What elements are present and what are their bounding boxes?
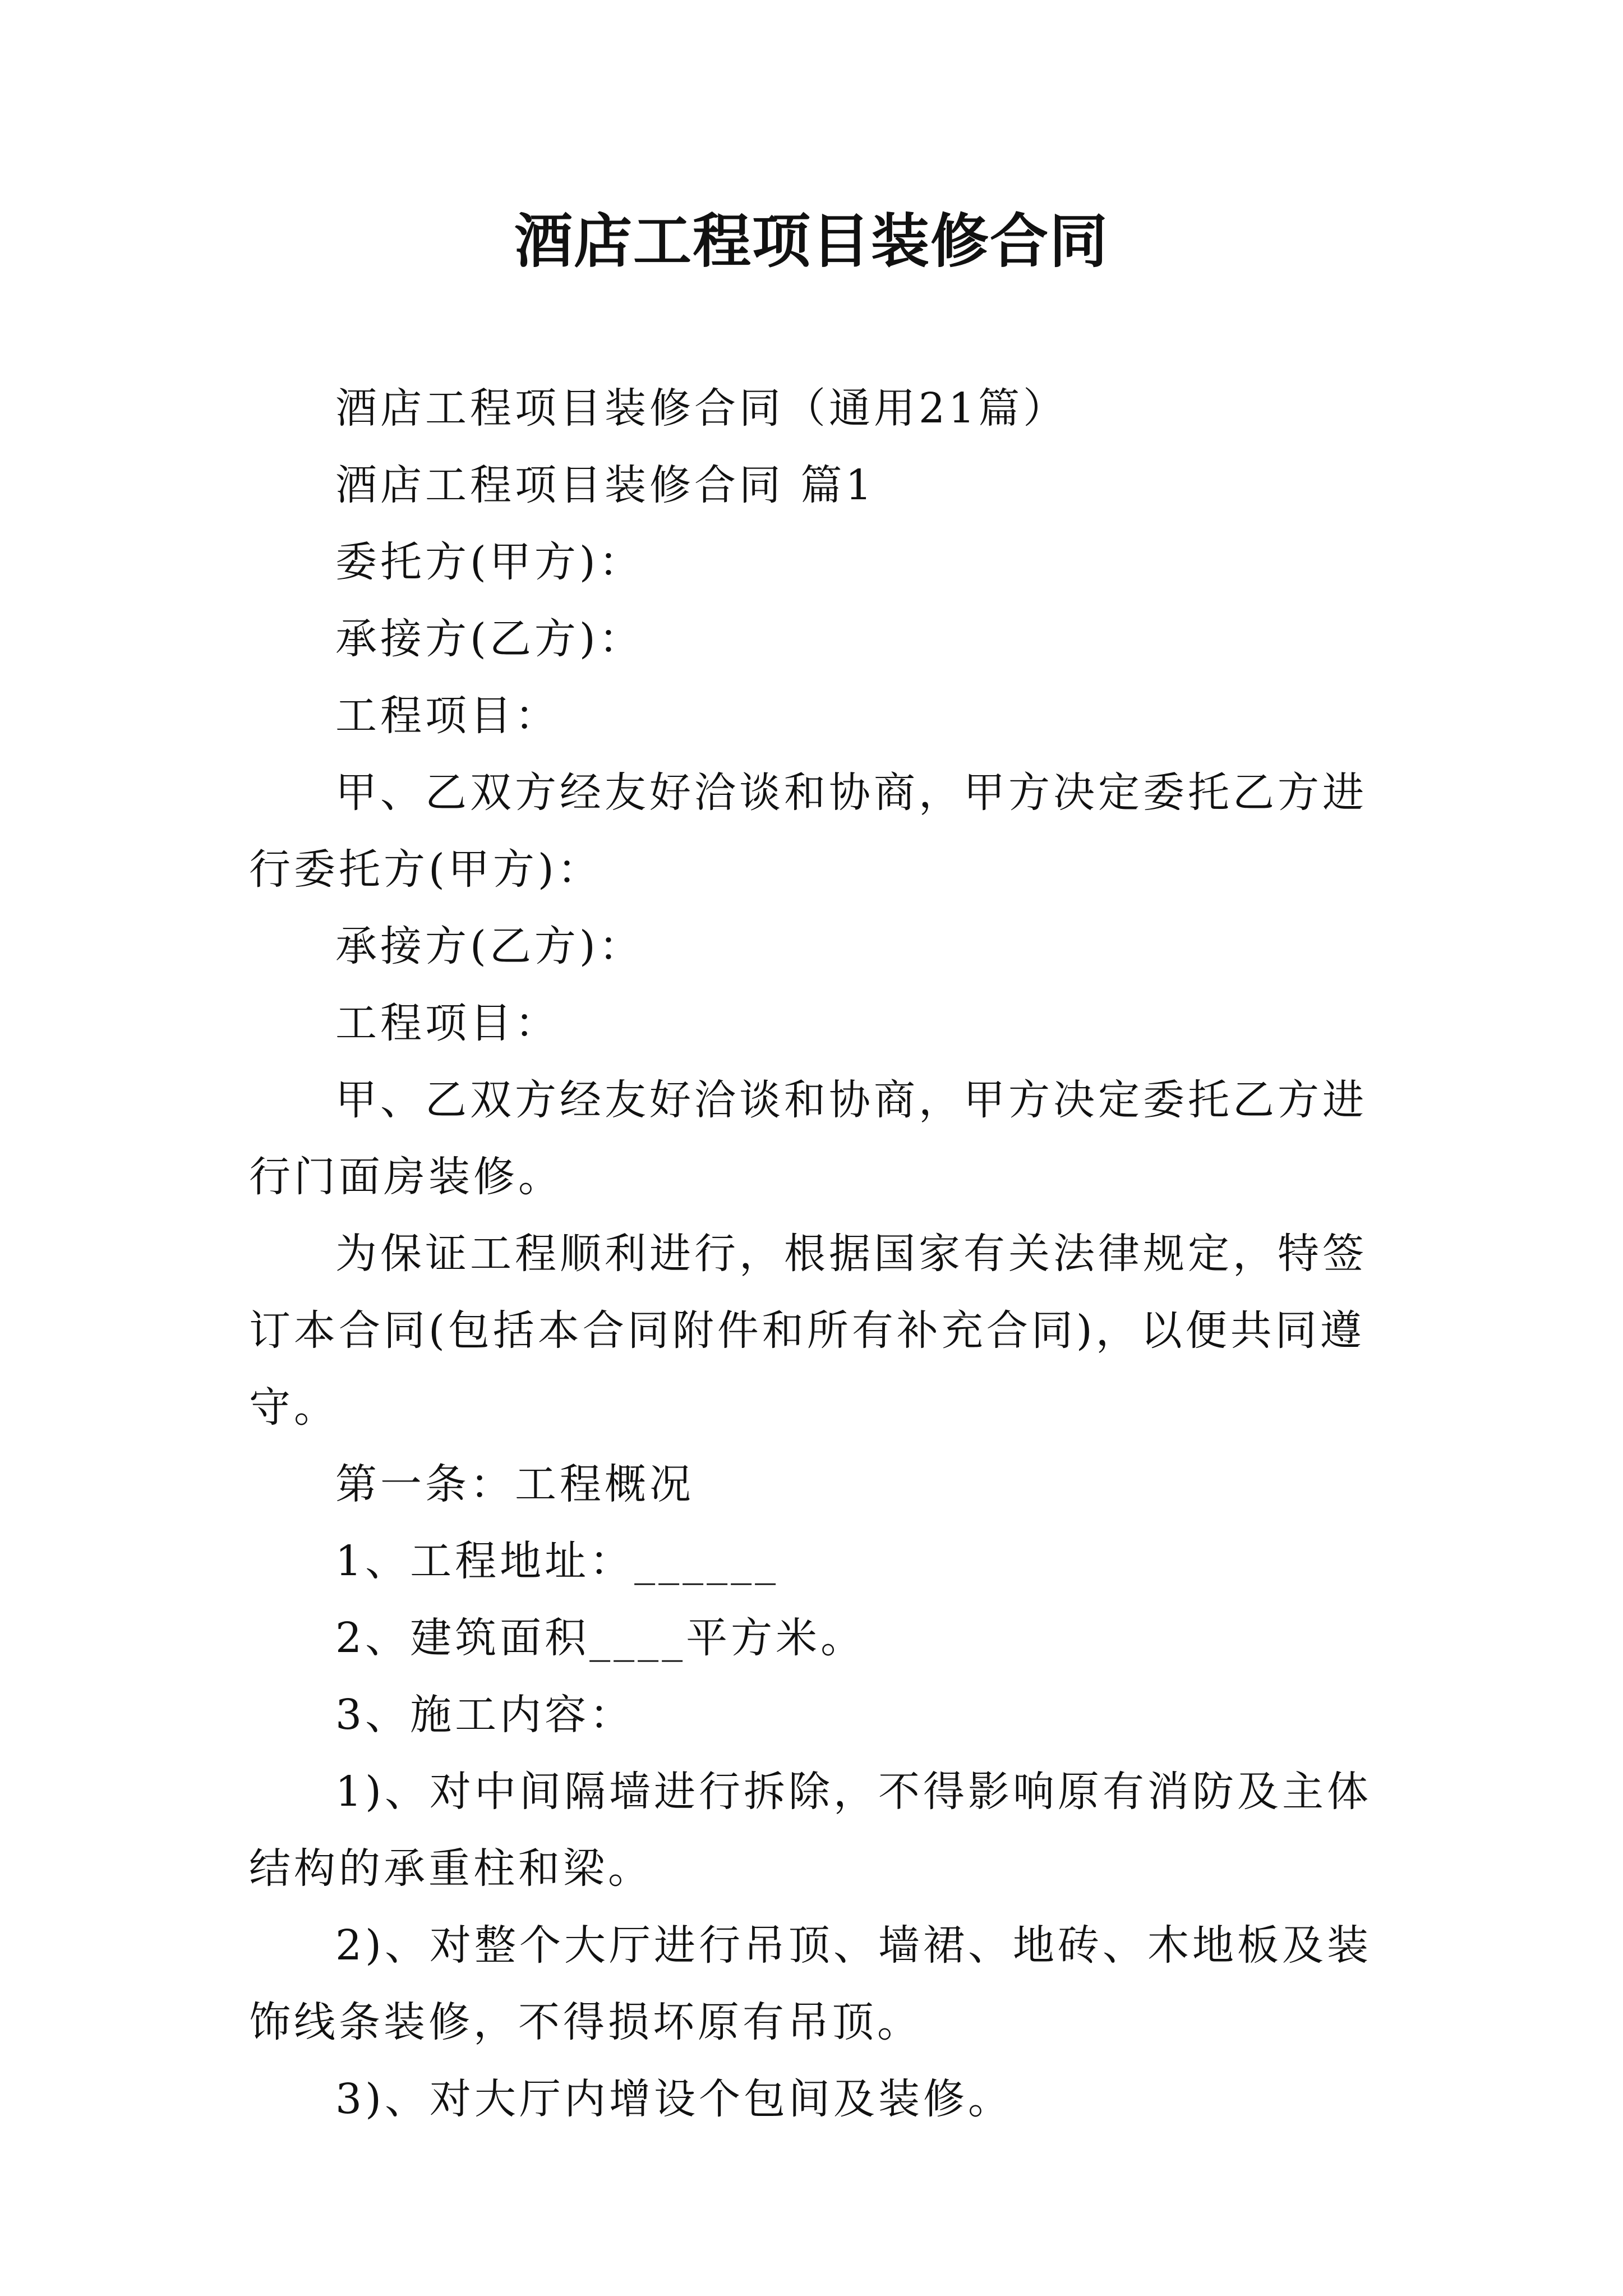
paragraph: 酒店工程项目装修合同（通用21篇） <box>335 384 1068 432</box>
paragraph: 甲、乙双方经友好洽谈和协商，甲方决定委托乙方进行门面房装修。 <box>249 1076 1367 1201</box>
paragraph: 第一条：工程概况 <box>335 1460 694 1508</box>
paragraph: 2、建筑面积____平方米。 <box>335 1614 866 1662</box>
paragraph: 为保证工程顺利进行，根据国家有关法律规定，特签订本合同(包括本合同附件和所有补充合同)，以便共同遵守。 <box>249 1230 1367 1432</box>
document-title: 酒店工程项目装修合同 <box>514 206 1109 275</box>
paragraph: 3、施工内容： <box>335 1691 635 1739</box>
paragraph: 承接方(乙方)： <box>335 922 644 970</box>
paragraph: 甲、乙双方经友好洽谈和协商，甲方决定委托乙方进行委托方(甲方)： <box>249 769 1367 894</box>
document-body <box>249 370 1395 2138</box>
paragraph: 委托方(甲方)： <box>335 538 644 586</box>
paragraph: 承接方(乙方)： <box>335 615 644 663</box>
paragraph: 酒店工程项目装修合同 篇1 <box>335 461 875 509</box>
paragraph: 3)、对大厅内增设个包间及装修。 <box>335 2075 1013 2123</box>
paragraph: 1)、对中间隔墙进行拆除，不得影响原有消防及主体结构的承重柱和梁。 <box>249 1768 1372 1893</box>
paragraph: 工程项目： <box>335 692 560 740</box>
paragraph: 工程项目： <box>335 999 560 1047</box>
paragraph: 2)、对整个大厅进行吊顶、墙裙、地砖、木地板及装饰线条装修，不得损坏原有吊顶。 <box>249 1921 1372 2046</box>
paragraph: 1、工程地址：______ <box>335 1537 780 1585</box>
